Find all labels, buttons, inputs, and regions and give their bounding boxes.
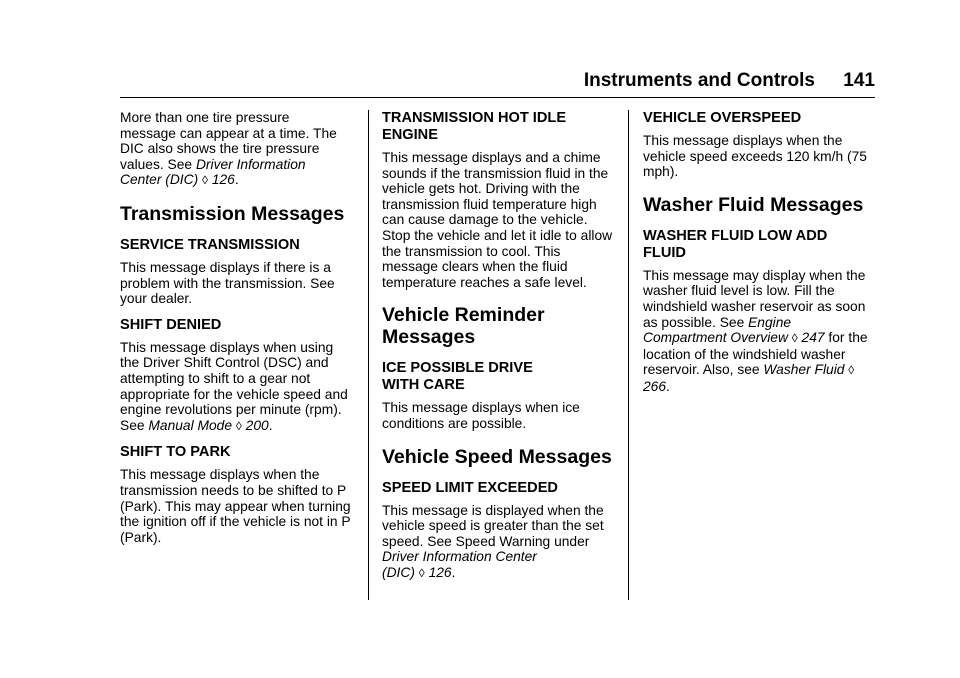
dic-page-ref[interactable]: 126 [428, 564, 452, 580]
transmission-messages-heading: Transmission Messages [120, 202, 345, 225]
vehicle-reminder-heading [382, 304, 614, 348]
washer-fluid-page-ref[interactable]: 266 [643, 378, 667, 394]
engine-compartment-page-ref[interactable]: 247 [801, 330, 825, 346]
washer-low-heading-line-2: FLUID [643, 244, 686, 261]
transmission-hot-text: This message displays and a chime sounds if the transmission fluid in the vehicle gets hot. Driving with the transmission fluid temperature high can cause damage to the vehicle. Stop the vehicle and let it idle to allow the transmission to cool. This message clears when the fluid temperature reaches a safe level. [382, 150, 613, 290]
vehicle-reminder-heading-line-1: Vehicle Reminder [382, 304, 545, 327]
shift-denied-text: This message displays when using the Driver Shift Control (DSC) and attempting to shift to a gear not appropriate for the vehicle speed and engine revolutions per minute (rpm). See [120, 339, 348, 433]
dic-page-ref[interactable]: 126 [211, 172, 235, 188]
speed-limit-text: This message is displayed when the vehicle speed is greater than the set speed. See Speed Warning under [382, 502, 604, 549]
section-title: Instruments and Controls [583, 70, 815, 91]
washer-fluid-mid-text: for the location of the windshield washer reservoir. Also, see [643, 330, 868, 378]
dic-reference-link[interactable]: Driver Information [195, 156, 306, 172]
vehicle-overspeed-heading: VEHICLE OVERSPEED [643, 110, 802, 126]
washer-fluid-heading: Washer Fluid Messages [643, 193, 864, 216]
column-left [120, 110, 352, 555]
shift-denied-heading: SHIFT DENIED [120, 316, 222, 333]
transmission-hot-heading-line-2: ENGINE [382, 127, 438, 143]
transmission-hot-heading [382, 110, 614, 144]
speed-limit-heading: SPEED LIMIT EXCEEDED [382, 479, 558, 496]
shift-to-park-heading: SHIFT TO PARK [120, 444, 231, 461]
shift-denied-paragraph: This message displays when using the Driver Shift Control (DSC) and attempting to shift to a gear not appropriate for the vehicle speed and engine revolutions per minute (rpm). See Manual Mode ◊ 200. [120, 339, 348, 433]
transmission-hot-heading-line-1: TRANSMISSION HOT IDLE [382, 110, 567, 126]
ice-possible-text: This message displays when ice conditions are possible. [382, 400, 580, 431]
page-ref-icon: ◊ [235, 418, 242, 433]
dic-reference-link[interactable]: Driver Information Center [382, 549, 537, 565]
speed-limit-paragraph: This message is displayed when the vehicle speed is greater than the set speed. See Speed Warning under Driver Information Center (DIC) ◊ 126. [382, 502, 604, 580]
washer-fluid-low-heading [643, 228, 875, 262]
service-transmission-text: This message displays if there is a problem with the transmission. See your dealer. [120, 259, 335, 307]
washer-fluid-link[interactable]: Washer [763, 362, 811, 378]
ice-possible-heading [382, 360, 614, 394]
vehicle-speed-heading: Vehicle Speed Messages [382, 445, 612, 468]
dic-reference-link-cont[interactable]: Center (DIC) [120, 172, 199, 188]
ice-heading-line-2: WITH CARE [382, 377, 465, 394]
column-divider-right [628, 110, 629, 600]
manual-mode-link-cont[interactable]: Mode [197, 417, 233, 433]
engine-compartment-link-cont[interactable]: Compartment Overview [643, 330, 788, 346]
page-ref-icon: ◊ [202, 173, 208, 188]
washer-fluid-link-cont[interactable]: Fluid [814, 362, 845, 378]
intro-line-3: DIC also shows the tire pressure [120, 141, 320, 157]
vehicle-overspeed-text: This message displays when the vehicle speed exceeds 120 km/h (75 mph). [643, 133, 867, 180]
service-transmission-heading: SERVICE TRANSMISSION [120, 236, 300, 253]
intro-line-1: More than one tire pressure [120, 110, 290, 125]
intro-see-text: values. See [120, 156, 193, 172]
column-right [643, 110, 875, 405]
page-ref-icon: ◊ [848, 363, 855, 378]
shift-to-park-text: This message displays when the transmission needs to be shifted to P (Park). This may appear when turning the ignition off if the vehicle is not in P (Park). [120, 467, 351, 545]
ice-heading-line-1: ICE POSSIBLE DRIVE [382, 360, 533, 377]
page-ref-icon: ◊ [418, 565, 425, 580]
page-header [120, 70, 875, 98]
intro-line-2: message can appear at a time. The [120, 125, 337, 141]
column-divider-left [368, 110, 369, 600]
washer-fluid-low-paragraph: This message may display when the washer fluid level is low. Fill the windshield washer reservoir as soon as possible. See Engine Compartment Overview ◊ 247 for the location of the windshield washer reservoir. Also, see Washer Fluid ◊ 266. [643, 267, 868, 394]
engine-compartment-link[interactable]: Engine [748, 314, 792, 330]
manual-mode-page-ref[interactable]: 200 [245, 417, 269, 433]
column-middle [382, 110, 614, 592]
page-ref-icon: ◊ [791, 331, 798, 346]
manual-mode-link[interactable]: Manual [148, 417, 194, 433]
vehicle-reminder-heading-line-2: Messages [382, 326, 476, 349]
page-number: 141 [843, 70, 875, 91]
washer-low-heading-line-1: WASHER FLUID LOW ADD [643, 227, 828, 244]
dic-reference-link-cont[interactable]: (DIC) [382, 564, 415, 580]
washer-fluid-low-text: This message may display when the washer fluid level is low. Fill the windshield washer reservoir as soon as possible. See [643, 267, 866, 330]
header-rule [120, 97, 875, 98]
tire-pressure-paragraph: More than one tire pressure message can appear at a time. The DIC also shows the tire pressure values. See Driver Information Center (DIC) ◊ 126. [120, 110, 352, 189]
